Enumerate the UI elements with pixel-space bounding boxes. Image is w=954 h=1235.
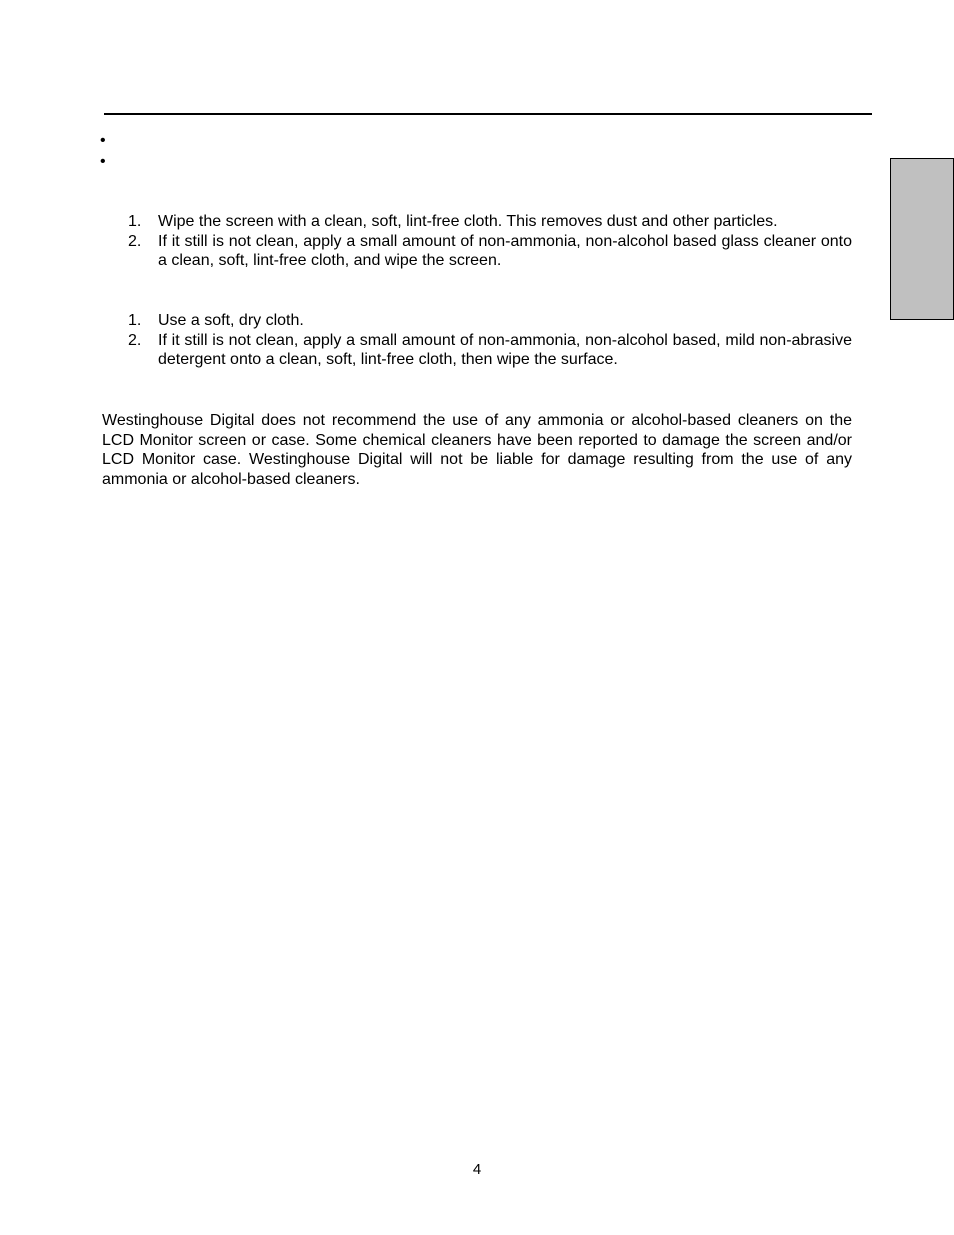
cleaner-notice-paragraph: Westinghouse Digital does not recommend the use of any ammonia or alcohol-based cleaners on the LCD Monitor screen or case. Some chemical cleaners have been reported to damage the screen and/or LCD Monitor case. Westinghouse Digital will not be liable for damage resulting from the use of any ammonia or alcohol-based cleaners. [102, 412, 852, 488]
screen-cleaning-steps [128, 212, 852, 271]
step-number: 1. [128, 312, 142, 329]
page-number: 4 [472, 1161, 482, 1178]
step-text: Wipe the screen with a clean, soft, lint-free cloth. This removes dust and other particles. [158, 213, 778, 230]
bullet-list [100, 130, 106, 172]
header-rule [104, 113, 872, 115]
step-text: If it still is not clean, apply a small amount of non-ammonia, non-alcohol based glass cleaner onto a clean, soft, lint-free cloth, and wipe the screen. [158, 232, 852, 270]
side-section-tab [890, 158, 954, 320]
case-cleaning-steps [128, 311, 852, 370]
step-text: Use a soft, dry cloth. [158, 312, 304, 329]
bullet-item: • [100, 132, 106, 149]
step-number: 2. [128, 331, 142, 349]
list-item [128, 311, 852, 331]
step-number: 1. [128, 213, 142, 230]
list-item [128, 331, 852, 370]
list-item [128, 212, 852, 232]
list-item [128, 232, 852, 271]
step-number: 2. [128, 232, 142, 250]
step-text: If it still is not clean, apply a small amount of non-ammonia, non-alcohol based, mild non-abrasive detergent onto a clean, soft, lint-free cloth, then wipe the surface. [158, 331, 852, 369]
bullet-item: • [100, 153, 106, 170]
